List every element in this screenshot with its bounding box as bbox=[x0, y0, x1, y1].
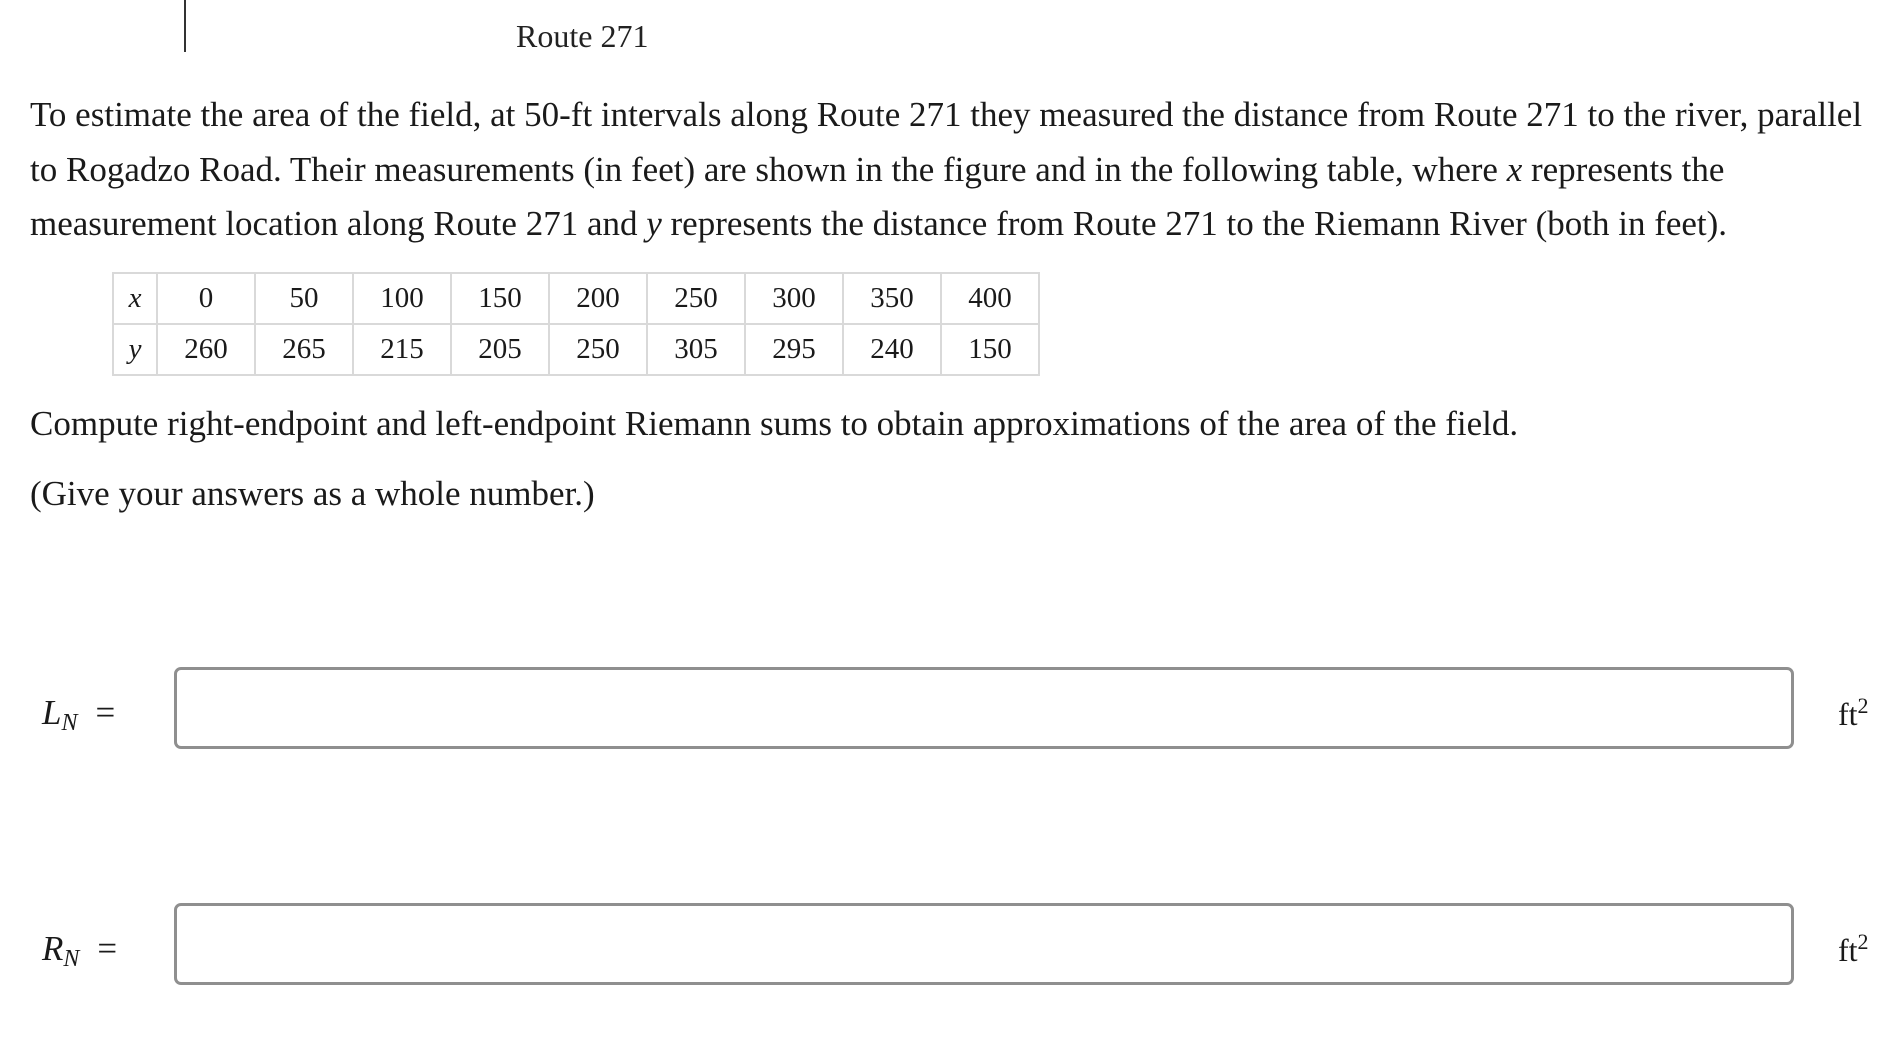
table-cell-y: 265 bbox=[255, 324, 353, 375]
table-cell-x: 350 bbox=[843, 273, 941, 324]
left-sum-answer-input[interactable] bbox=[174, 667, 1794, 749]
table-cell-y: 205 bbox=[451, 324, 549, 375]
right-sum-unit bbox=[1838, 929, 1869, 969]
table-cell-x: 150 bbox=[451, 273, 549, 324]
left-sum-unit bbox=[1838, 693, 1869, 733]
table-cell-y: 295 bbox=[745, 324, 843, 375]
table-cell-y: 240 bbox=[843, 324, 941, 375]
table-cell-x: 400 bbox=[941, 273, 1039, 324]
intro-text-1: To estimate the area of the field, at 50-ft intervals along Route 271 they measured the distance from Route 271 to the river, parallel to Rogadzo Road. Their measurements (in feet) are shown in the figure and in the following table, where bbox=[30, 95, 1863, 189]
intro-text-2: represents the measurement location along Route 271 and bbox=[30, 149, 1725, 243]
left-sum-symbol: L bbox=[42, 693, 62, 732]
left-sum-label bbox=[42, 693, 115, 737]
table-cell-y: 260 bbox=[157, 324, 255, 375]
table-cell-x: 100 bbox=[353, 273, 451, 324]
table-header-y: y bbox=[113, 324, 157, 375]
table-row-y bbox=[113, 324, 1039, 375]
left-sum-equals: = bbox=[95, 693, 116, 732]
table-cell-x: 300 bbox=[745, 273, 843, 324]
figure-road-line bbox=[184, 0, 186, 52]
table-cell-x: 200 bbox=[549, 273, 647, 324]
right-sum-answer-input[interactable] bbox=[174, 903, 1794, 985]
table-cell-x: 250 bbox=[647, 273, 745, 324]
right-unit-exponent: 2 bbox=[1857, 929, 1869, 954]
left-unit-exponent: 2 bbox=[1857, 693, 1869, 718]
measurement-table bbox=[112, 272, 1040, 376]
right-unit-text: ft bbox=[1838, 932, 1858, 968]
right-sum-label bbox=[42, 929, 117, 973]
right-sum-subscript: N bbox=[63, 946, 80, 972]
left-unit-text: ft bbox=[1838, 696, 1858, 732]
table-cell-y: 215 bbox=[353, 324, 451, 375]
right-sum-equals: = bbox=[97, 929, 118, 968]
table-cell-y: 250 bbox=[549, 324, 647, 375]
table-cell-x: 0 bbox=[157, 273, 255, 324]
figure-road-label: Route 271 bbox=[516, 18, 649, 54]
problem-intro bbox=[30, 88, 1880, 252]
table-header-x: x bbox=[113, 273, 157, 324]
question-text: Compute right-endpoint and left-endpoint Riemann sums to obtain approximations of the area of the field. bbox=[30, 404, 1519, 443]
table-row-x bbox=[113, 273, 1039, 324]
table-cell-y: 305 bbox=[647, 324, 745, 375]
intro-text-3: represents the distance from Route 271 to the Riemann River (both in feet). bbox=[661, 204, 1728, 243]
intro-var-y: y bbox=[646, 204, 662, 243]
right-sum-symbol: R bbox=[42, 929, 64, 968]
table-cell-x: 50 bbox=[255, 273, 353, 324]
intro-var-x: x bbox=[1506, 149, 1523, 189]
table-cell-y: 150 bbox=[941, 324, 1039, 375]
left-sum-subscript: N bbox=[61, 710, 78, 736]
answer-format-hint: (Give your answers as a whole number.) bbox=[30, 474, 595, 513]
